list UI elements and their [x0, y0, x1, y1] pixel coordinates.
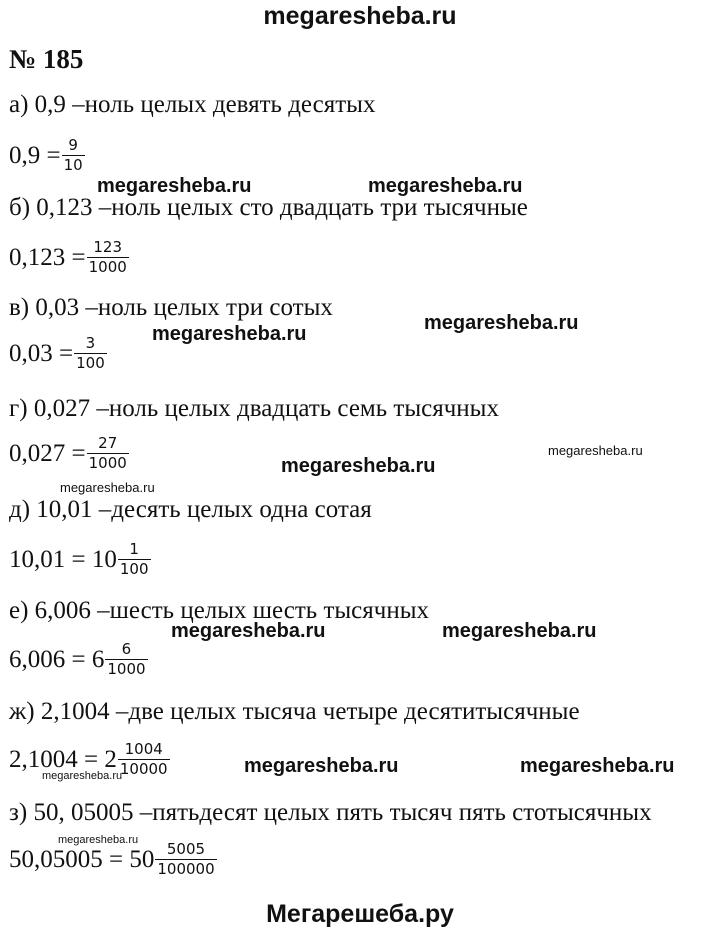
equation-lhs: 0,9 = — [9, 141, 61, 169]
fraction — [87, 238, 129, 277]
watermark-small: megaresheba.ru — [42, 770, 123, 782]
numerator: 9 — [68, 136, 78, 154]
fraction — [74, 334, 107, 373]
equation-lhs: 6,006 = 6 — [9, 645, 105, 673]
fraction — [87, 434, 129, 473]
numerator: 5005 — [166, 840, 206, 858]
denominator: 10000 — [119, 760, 168, 778]
item-a-label: а) 0,9 –ноль целых девять десятых — [9, 91, 376, 118]
denominator: 100000 — [157, 860, 215, 878]
numerator: 6 — [121, 640, 132, 658]
equation-lhs: 2,1004 = 2 — [9, 745, 117, 773]
item-d-label: д) 10,01 –десять целых одна сотая — [9, 496, 372, 523]
fraction — [155, 840, 216, 879]
item-g-label: г) 0,027 –ноль целых двадцать семь тысячных — [9, 395, 499, 422]
item-e-label: е) 6,006 –шесть целых шесть тысячных — [9, 597, 430, 624]
watermark: megaresheba.ru — [244, 755, 399, 777]
item-b-label: б) 0,123 –ноль целых сто двадцать три тысячные — [9, 194, 528, 221]
watermark-small: megaresheba.ru — [548, 443, 643, 458]
equation-lhs: 0,03 = — [9, 339, 74, 367]
site-footer: Мегарешеба.ру — [266, 900, 454, 928]
denominator: 100 — [76, 354, 105, 372]
item-z-label: з) 50, 05005 –пятьдесят целых пять тысяч пять стотысячных — [9, 799, 652, 826]
watermark: megaresheba.ru — [97, 175, 252, 197]
equation-lhs: 50,05005 = 50 — [9, 845, 155, 873]
equation-lhs: 10,01 = 10 — [9, 545, 117, 573]
denominator: 1000 — [88, 454, 127, 472]
numerator: 1 — [129, 540, 139, 558]
watermark-small: megaresheba.ru — [60, 480, 155, 495]
fraction — [118, 740, 170, 779]
item-e-equation — [9, 640, 148, 679]
numerator: 123 — [93, 238, 123, 256]
numerator: 3 — [85, 334, 96, 352]
numerator: 27 — [98, 434, 118, 452]
watermark: megaresheba.ru — [442, 620, 597, 642]
fraction — [105, 640, 147, 679]
watermark: megaresheba.ru — [171, 620, 326, 642]
watermark: megaresheba.ru — [281, 455, 436, 477]
denominator: 100 — [119, 560, 149, 578]
item-g-equation — [9, 434, 129, 473]
item-d-equation — [9, 540, 151, 579]
denominator: 1000 — [88, 258, 127, 276]
equation-lhs: 0,027 = — [9, 439, 86, 467]
item-zh-label: ж) 2,1004 –две целых тысяча четыре десятитысячные — [9, 698, 580, 725]
item-v-equation — [9, 334, 107, 373]
item-a-equation — [9, 136, 85, 175]
task-number: № 185 — [9, 44, 84, 74]
watermark: megaresheba.ru — [368, 175, 523, 197]
item-b-equation — [9, 238, 129, 277]
denominator: 1000 — [107, 660, 146, 678]
watermark: megaresheba.ru — [520, 755, 675, 777]
numerator: 1004 — [124, 740, 163, 758]
fraction — [118, 540, 151, 579]
watermark: megaresheba.ru — [152, 323, 307, 345]
denominator: 10 — [63, 156, 83, 174]
item-v-label: в) 0,03 –ноль целых три сотых — [9, 294, 333, 321]
equation-lhs: 0,123 = — [9, 243, 86, 271]
fraction — [62, 136, 85, 175]
watermark-small: megaresheba.ru — [58, 834, 139, 846]
watermark: megaresheba.ru — [424, 312, 579, 334]
site-header: megaresheba.ru — [263, 2, 457, 30]
